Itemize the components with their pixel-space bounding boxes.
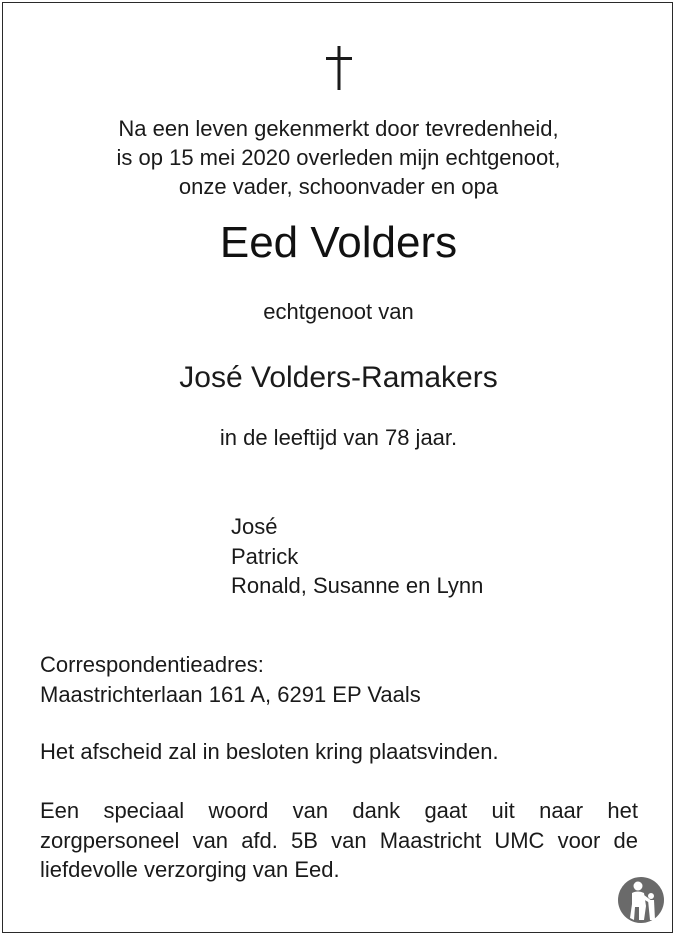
relation-label: echtgenoot van xyxy=(263,299,414,324)
correspondence-label: Correspondentieadres: xyxy=(40,652,264,677)
intro-line: onze vader, schoonvader en opa xyxy=(178,174,499,199)
intro-text xyxy=(0,114,677,201)
age-text: in de leeftijd van 78 jaar. xyxy=(219,425,458,450)
thanks-text: Een speciaal woord van dank gaat uit naar het zorgpersoneel van afd. 5B van Maastricht UMC voor de liefdevolle verzorging van Eed. xyxy=(40,798,638,882)
family-member: Patrick xyxy=(231,543,299,569)
intro-line: is op 15 mei 2020 overleden mijn echtgenoot, xyxy=(116,145,561,170)
correspondence-address: Maastrichterlaan 161 A, 6291 EP Vaals xyxy=(40,681,421,707)
family-member: José xyxy=(231,514,278,539)
memorial-logo-icon xyxy=(617,876,665,924)
correspondence-block xyxy=(40,650,638,709)
deceased-name: Eed Volders xyxy=(219,218,458,267)
spouse-name: José Volders-Ramakers xyxy=(179,361,498,394)
cross-icon xyxy=(0,44,677,92)
family-list xyxy=(231,512,483,601)
family-member: Ronald, Susanne en Lynn xyxy=(231,573,484,598)
intro-line: Na een leven gekenmerkt door tevredenheid, xyxy=(118,116,559,141)
farewell-text: Het afscheid zal in besloten kring plaatsvinden. xyxy=(40,739,499,764)
